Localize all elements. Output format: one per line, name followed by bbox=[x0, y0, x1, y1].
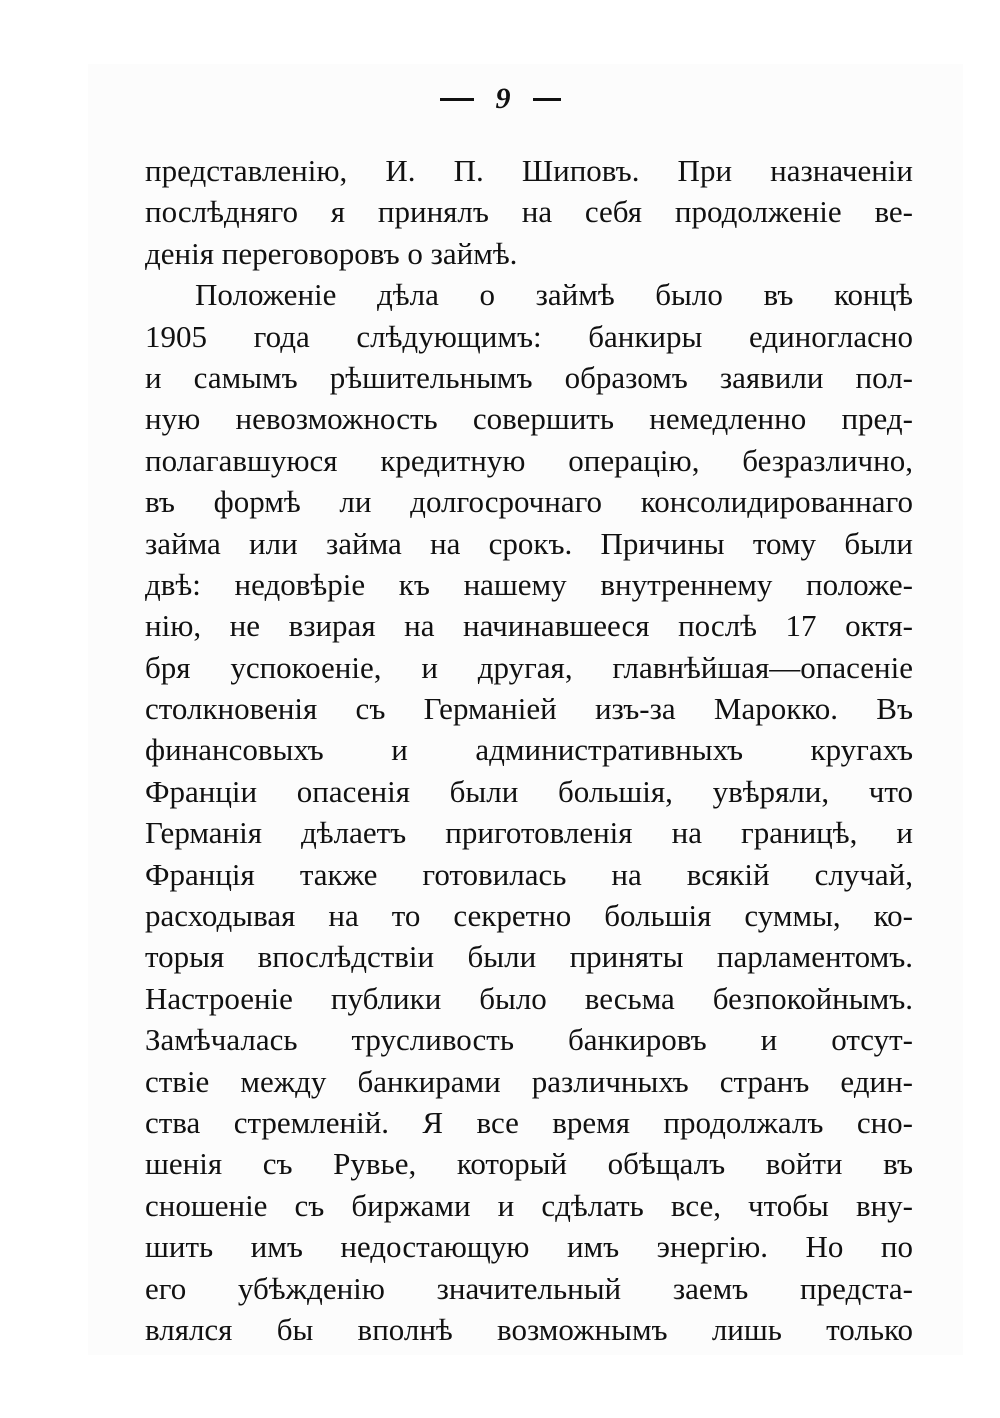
text-line: Положеніе дѣла о займѣ было въ концѣ bbox=[195, 277, 913, 313]
text-line: Германія дѣлаетъ приготовленія на границѣ, и bbox=[145, 815, 913, 851]
text-line: столкновенія съ Германіей изъ-за Марокко. Въ bbox=[145, 691, 913, 727]
text-line: финансовыхъ и административныхъ кругахъ bbox=[145, 732, 913, 768]
body-text bbox=[145, 150, 913, 1350]
text-line: Франціи опасенія были большія, увѣряли, что bbox=[145, 773, 913, 809]
text-line: представленію, И. П. Шиповъ. При назначеніи bbox=[145, 153, 913, 188]
text-line: Замѣчалась трусливость банкировъ и отсут- bbox=[145, 1022, 913, 1058]
text-line: денія переговоровъ о займѣ. bbox=[145, 235, 518, 271]
text-line: ствіе между банкирами различныхъ странъ един- bbox=[145, 1063, 913, 1099]
text-line: бря успокоеніе, и другая, главнѣйшая—опасеніе bbox=[145, 649, 913, 685]
text-line: послѣдняго я принялъ на себя продолженіе ве- bbox=[145, 194, 913, 230]
text-line: въ формѣ ли долгосрочнаго консолидированнаго bbox=[145, 484, 913, 520]
left-dash bbox=[440, 98, 474, 101]
text-line: сношеніе съ биржами и сдѣлать все, чтобы вну- bbox=[145, 1187, 913, 1223]
text-line: и самымъ рѣшительнымъ образомъ заявили пол- bbox=[145, 359, 913, 395]
text-line: полагавшуюся кредитную операцію, безразлично, bbox=[145, 442, 913, 478]
page-number: 9 bbox=[495, 82, 511, 115]
text-line: шенія съ Рувье, который обѣщалъ войти въ bbox=[145, 1146, 913, 1182]
text-line: торыя впослѣдствіи были приняты парламентомъ. bbox=[145, 939, 913, 975]
text-line: ства стремленій. Я все время продолжалъ сно- bbox=[145, 1104, 913, 1140]
right-dash bbox=[533, 98, 561, 101]
text-line: Настроеніе публики было весьма безпокойнымъ. bbox=[145, 980, 913, 1016]
text-line: расходывая на то секретно большія суммы, ко- bbox=[145, 898, 913, 934]
text-line: влялся бы вполнѣ возможнымъ лишь только bbox=[145, 1311, 913, 1347]
text-line: Франція также готовилась на всякій случай, bbox=[145, 856, 913, 892]
text-line: его убѣжденію значительный заемъ предста- bbox=[145, 1270, 913, 1306]
text-line: двѣ: недовѣріе къ нашему внутреннему положе- bbox=[145, 566, 913, 602]
text-line: займа или займа на срокъ. Причины тому были bbox=[145, 525, 913, 561]
page-number-header bbox=[0, 82, 1000, 116]
text-line: 1905 года слѣдующимъ: банкиры единогласно bbox=[145, 318, 913, 354]
text-line: нію, не взирая на начинавшееся послѣ 17 октя- bbox=[145, 608, 913, 644]
text-line: шить имъ недостающую имъ энергію. Но по bbox=[145, 1229, 913, 1265]
text-line: ную невозможность совершить немедленно пред- bbox=[145, 401, 913, 437]
